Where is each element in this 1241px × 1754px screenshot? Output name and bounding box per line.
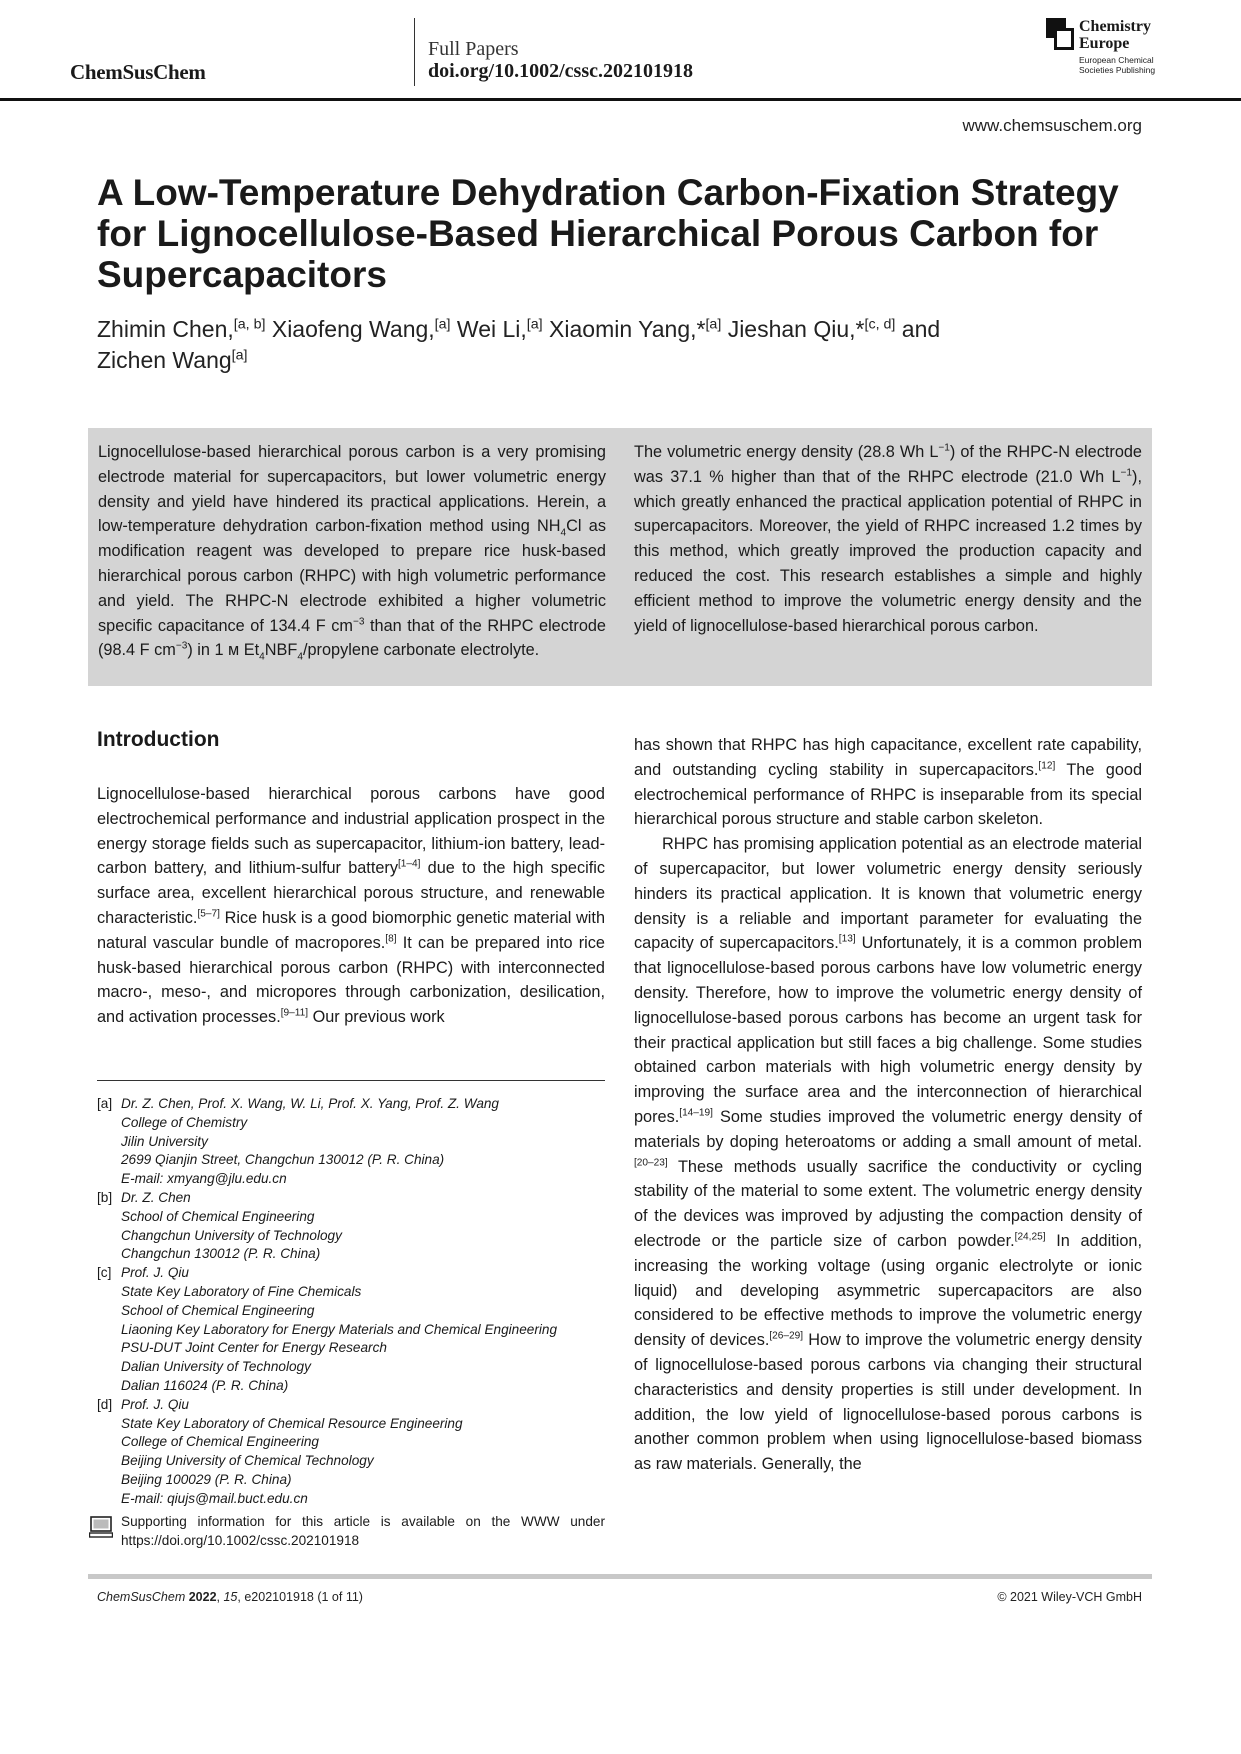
body-text: Lignocellulose-based hierarchical porous carbons have good electrochemical performance and industrial application prospect in the energy storage fields such as supercapacitor, lithium-ion battery, lead-carbon battery, and lithium-sulfur battery [97, 785, 605, 878]
body-text: In addition, increasing the working voltage (using organic electrolyte or ionic liquid) and developing asymmetric supercapacitors are also considered to be effective methods to improve the volumetric energy density of devices. [634, 1231, 1142, 1350]
author-affiliation: [c, d] [864, 316, 896, 333]
author-list [97, 314, 1137, 376]
author-name: Wei Li, [456, 316, 527, 342]
affiliation-tag: [c] [97, 1265, 112, 1281]
journal-name: ChemSusChem [70, 60, 206, 84]
paragraph [634, 733, 1142, 832]
author-name: Xiaomin Yang,* [549, 316, 706, 342]
footer-volume: 15 [223, 1590, 238, 1604]
publisher-logo-text [1079, 18, 1155, 75]
article-title: A Low-Temperature Dehydration Carbon-Fixation Strategy for Lignocellulose-Based Hierarchical Porous Carbon for Supercapacitors [97, 172, 1119, 295]
section-heading-introduction: Introduction [97, 728, 220, 751]
body-text: has shown that RHPC has high capacitance, excellent rate capability, and outstanding cycling stability in supercapacitors. [634, 736, 1142, 779]
affiliation-line: School of Chemical Engineering [121, 1208, 315, 1224]
body-text: Rice husk is a good biomorphic genetic material with natural vascular bundle of macropores. [97, 908, 605, 952]
formula-text: NBF [264, 641, 298, 660]
citation-ref[interactable]: [1–4] [397, 858, 421, 870]
unit-superscript: −3 [352, 616, 365, 628]
page-header [0, 0, 1241, 100]
publisher-line-1: Chemistry [1079, 18, 1151, 35]
affiliation-item [97, 1264, 617, 1396]
affiliation-line: Changchun University of Technology [121, 1227, 342, 1243]
unit-superscript: −3 [175, 640, 188, 652]
abstract-text: /propylene carbonate electrolyte. [302, 641, 540, 660]
article-type: Full Papers [428, 38, 519, 60]
formula-subscript: 4 [259, 651, 265, 663]
affiliation-line: College of Chemical Engineering [121, 1434, 319, 1450]
author-name: Zichen Wang [97, 347, 232, 373]
computer-icon [89, 1516, 113, 1538]
article-doi-link[interactable]: doi.org/10.1002/cssc.202101918 [428, 60, 693, 82]
citation-ref[interactable]: [14–19] [679, 1107, 713, 1119]
affiliation-line: PSU-DUT Joint Center for Energy Research [121, 1340, 387, 1356]
abstract-left-column [98, 440, 606, 663]
citation-ref[interactable]: [26–29] [769, 1330, 804, 1342]
author-name: Xiaofeng Wang, [271, 316, 435, 342]
footer-citation: ChemSusChem 2022, 15, e202101918 (1 of 11) [97, 1590, 363, 1604]
affiliation-item [97, 1095, 617, 1189]
formula-subscript: 4 [560, 527, 567, 539]
affiliation-line: Changchun 130012 (P. R. China) [121, 1246, 321, 1262]
introduction-right-column [634, 733, 1142, 1477]
body-text: Some studies improved the volumetric energy density of materials by doping heteroatoms or adding a small amount of metal. [634, 1107, 1142, 1151]
header-rule [0, 98, 1241, 101]
journal-website-link[interactable]: www.chemsuschem.org [962, 116, 1142, 135]
affiliation-item [97, 1189, 617, 1264]
citation-ref[interactable]: [13] [838, 933, 856, 945]
affiliation-line: Beijing 100029 (P. R. China) [121, 1471, 292, 1487]
affiliation-line: Liaoning Key Laboratory for Energy Materials and Chemical Engineering [121, 1321, 558, 1337]
citation-ref[interactable]: [5–7] [197, 908, 220, 920]
affiliation-line: 2699 Qianjin Street, Changchun 130012 (P. R. China) [121, 1152, 445, 1168]
affiliation-line: Dr. Z. Chen, Prof. X. Wang, W. Li, Prof. X. Yang, Prof. Z. Wang [121, 1096, 499, 1111]
author-email[interactable]: E-mail: xmyang@jlu.edu.cn [121, 1171, 287, 1187]
body-text: The good electrochemical performance of RHPC is inseparable from its special hierarchical porous structure and stable carbon skeleton. [634, 760, 1142, 829]
body-text: It can be prepared into rice husk-based hierarchical porous carbon (RHPC) with interconnected macro-, meso-, and micropores through carbonization, desilication, and activation processes. [97, 933, 605, 1027]
body-text: due to the high specific surface area, excellent hierarchical porous structure, and renewable characteristic. [97, 859, 605, 927]
unit-superscript: −1 [938, 442, 950, 454]
abstract-text: ) in 1 м Et [187, 641, 260, 660]
affiliation-line: School of Chemical Engineering [121, 1302, 315, 1318]
body-text: How to improve the volumetric energy density of lignocellulose-based porous carbons via changing their structural characteristics and density properties is still under development. In addition, the low yield of lignocellulose-based porous carbons is another common problem when using lignocellulose-based biomass as raw materials. Generally, the [634, 1331, 1142, 1474]
affiliation-item [97, 1396, 617, 1509]
abstract-text: than that of the RHPC electrode (98.4 F cm [98, 616, 606, 660]
footer-copyright: © 2021 Wiley-VCH GmbH [997, 1590, 1142, 1604]
footer-article-number: , e202101918 (1 of 11) [237, 1590, 363, 1604]
affiliation-line: Prof. J. Qiu [121, 1265, 189, 1281]
chemistry-europe-logo-icon [1046, 18, 1074, 50]
affiliation-line: Dr. Z. Chen [121, 1189, 191, 1205]
body-text: Our previous work [308, 1008, 445, 1027]
body-text: Unfortunately, it is a common problem that lignocellulose-based porous carbons have low volumetric energy density. Therefore, how to improve the volumetric energy density of lignocellulose-based porous carbons has become an urgent task for their practical application but still faces a big challenge. Some studies obtained carbon materials with high volumetric energy density by improving the surface area and the interconnection of hierarchical pores. [634, 934, 1143, 1126]
formula-text: Cl [566, 517, 582, 536]
affiliation-line: College of Chemistry [121, 1114, 248, 1130]
citation-ref[interactable]: [12] [1038, 760, 1056, 772]
abstract-text: Lignocellulose-based hierarchical porous carbon is a very promising electrode material for supercapacitors, but lower volumetric energy density and yield have hindered its practical applications. Herein, a low-temperature dehydration carbon-fixation method using [98, 443, 606, 536]
body-text: These methods usually sacrifice the conductivity or cycling stability of the material to some extent. The volumetric energy density of the devices was improved by adjusting the compaction density of electrode or the particle size of carbon powder. [634, 1157, 1142, 1250]
author-affiliation: [a] [705, 316, 722, 333]
footnote-divider [97, 1080, 605, 1081]
paragraph [634, 832, 1142, 1477]
affiliation-line: Jilin University [121, 1133, 208, 1149]
abstract-box [88, 428, 1152, 686]
citation-ref[interactable]: [20–23] [634, 1157, 668, 1169]
body-text: RHPC has promising application potential as an electrode material of supercapacitor, but lower volumetric energy density seriously hinders its practical application. It is known that volumetric energy density is a reliable and important parameter for evaluating the capacity of supercapacitors. [634, 835, 1142, 953]
formula-text: NH [537, 517, 561, 536]
author-name: Zhimin Chen, [97, 316, 234, 342]
affiliation-line: State Key Laboratory of Chemical Resource Engineering [121, 1415, 463, 1431]
affiliation-tag: [b] [97, 1189, 113, 1205]
abstract-text: ) of the RHPC-N electrode was 37.1 % higher than that of the RHPC electrode (21.0 Wh L [634, 443, 1142, 486]
affiliation-line: Beijing University of Chemical Technology [121, 1453, 374, 1469]
author-name: Jieshan Qiu,* [727, 316, 865, 342]
publisher-subline-2: Societies Publishing [1079, 65, 1156, 75]
author-affiliation: [a, b] [233, 316, 266, 333]
introduction-left-column [97, 782, 605, 1030]
affiliation-tag: [d] [97, 1396, 113, 1412]
footer-journal: ChemSusChem [97, 1590, 186, 1604]
abstract-text: as modification reagent was developed to prepare rice husk-based hierarchical porous carbon (RHPC) with high volumetric performance and yield. The RHPC-N electrode exhibited a higher volumetric specific capacitance of 134.4 F cm [98, 517, 606, 635]
paragraph [97, 782, 605, 1030]
supporting-info-note[interactable]: Supporting information for this article is available on the WWW under https://doi.org/10.1002/cssc.202101918 [121, 1514, 605, 1548]
header-divider [414, 18, 415, 86]
publisher-subline-1: European Chemical [1079, 55, 1154, 65]
affiliation-tag: [a] [97, 1096, 113, 1111]
author-affiliation: [a] [231, 347, 248, 364]
authors-conjunction: and [901, 316, 941, 342]
affiliation-line: Prof. J. Qiu [121, 1396, 189, 1412]
publisher-line-2: Europe [1079, 35, 1130, 52]
abstract-text: ), which greatly enhanced the practical application potential of RHPC in supercapacitors. Moreover, the yield of RHPC increased 1.2 times by this method, which greatly improved the production capacity and reduced the cost. This research establishes a simple and highly efficient method to improve the volumetric energy density and the yield of lignocellulose-based hierarchical porous carbon. [634, 467, 1142, 635]
citation-ref[interactable]: [9–11] [280, 1007, 309, 1019]
footer-year: 2022 [188, 1590, 217, 1604]
citation-ref[interactable]: [24,25] [1014, 1231, 1046, 1243]
affiliation-line: Dalian University of Technology [121, 1359, 311, 1375]
author-email[interactable]: E-mail: qiujs@mail.buct.edu.cn [121, 1490, 308, 1506]
affiliation-line: Dalian 116024 (P. R. China) [121, 1377, 289, 1393]
affiliation-footnotes [97, 1095, 617, 1509]
formula-subscript: 4 [297, 651, 303, 663]
author-affiliation: [a] [434, 316, 451, 333]
citation-ref[interactable]: [8] [385, 933, 397, 945]
footer-rule [88, 1574, 1152, 1579]
unit-superscript: −1 [1120, 467, 1133, 479]
abstract-right-column [634, 440, 1142, 638]
author-affiliation: [a] [526, 316, 543, 333]
affiliation-line: State Key Laboratory of Fine Chemicals [121, 1283, 362, 1299]
abstract-text: The volumetric energy density (28.8 Wh L [634, 443, 939, 461]
